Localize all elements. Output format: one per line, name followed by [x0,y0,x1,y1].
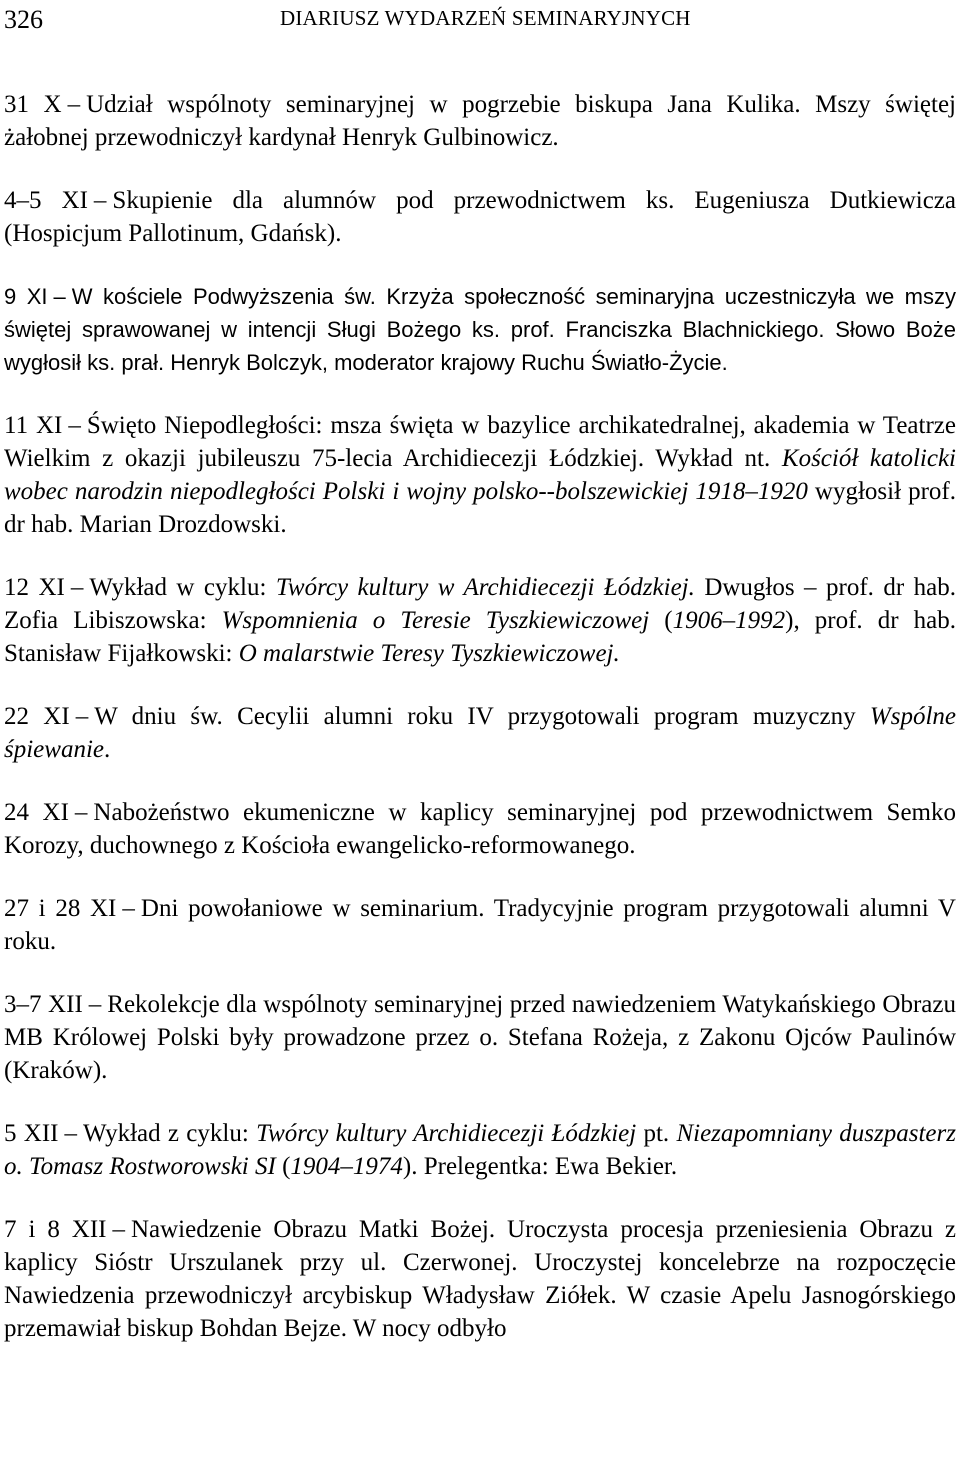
entry-text: Wykład w cyklu: [89,574,276,601]
entry-title-italic: Twórcy kultury Archidiecezji Łódzkiej [256,1120,637,1147]
entry-date: 24 XI [4,799,69,826]
diary-entry [4,892,956,958]
entry-text: W kościele Podwyższenia św. Krzyża społeczność seminaryjna uczestniczyła we mszy świętej sprawowanej w intencji Sługi Bożego ks. prof. Franciszka Blachnickiego. Słowo Boże wygłosił ks. prał. Henryk Bolczyk, moderator krajowy Ruchu Światło-Życie. [4,284,956,375]
entry-title-italic: Twórcy kultury w Archidiecezji Łódzkiej. [275,574,695,601]
entry-date: 11 XI [4,412,63,439]
entry-text: Nawiedzenie Obrazu Matki Bożej. Uroczysta procesja przeniesienia Obrazu z kaplicy Sióstr Urszulanek przy ul. Czerwonej. Uroczystej koncelebrze na rozpoczęcie Nawiedzenia przewodniczył arcybiskup Władysław Ziółek. W czasie Apelu Jasnogórskiego przemawiał biskup Bohdan Bejze. W nocy odbyło [4,1216,956,1342]
entry-dash: – [93,187,107,214]
entry-text: ), prof. dr hab. Stanisław Fijałkowski: [4,607,957,667]
diary-entry [4,409,956,541]
entry-title-italic: 1906–1992 [672,607,786,634]
entry-dash: – [112,1216,125,1243]
entry-date: 7 i 8 XII [4,1216,107,1243]
entry-text: Dwugłos – prof. dr hab. Zofia Libiszowska: [4,574,956,634]
entry-text: Udział wspólnoty seminaryjnej w pogrzebie biskupa Jana Kulika. Mszy świętej żałobnej przewodniczył kardynał Henryk Gulbinowicz. [4,91,956,151]
entry-date: 31 X [4,91,62,118]
entry-dash: – [64,1120,77,1147]
entry-text: wygłosił prof. dr hab. Marian Drozdowski. [4,478,956,538]
running-head [4,2,956,42]
diary-entry [4,988,956,1087]
entry-title-italic: O malarstwie Teresy Tyszkiewiczowej. [238,640,620,667]
page-number: 326 [4,5,43,34]
entry-date: 9 XI [4,284,48,309]
entry-dash: – [75,703,89,730]
diary-entries [4,88,956,1375]
entry-text: Nabożeństwo ekumeniczne w kaplicy seminaryjnej pod przewodnictwem Semko Korozy, duchownego z Kościoła ewangelicko-reformowanego. [4,799,956,859]
diary-entry [4,1117,956,1183]
diary-entry [4,184,956,250]
entry-text: Wykład z cyklu: [83,1120,257,1147]
entry-text: Skupienie dla alumnów pod przewodnictwem ks. Eugeniusza Dutkiewicza (Hospicjum Pallotinum, Gdańsk). [4,187,956,247]
entry-text: Rekolekcje dla wspólnoty seminaryjnej przed nawiedzeniem Watykańskiego Obrazu MB Królowej Polski były prowadzone przez o. Stefana Rożeja, z Zakonu Ojców Paulinów (Kraków). [4,991,956,1084]
entry-date: 3–7 XII [4,991,83,1018]
entry-title-italic: Wspólne śpiewanie [4,703,956,763]
entry-dash: – [68,412,81,439]
entry-text: . [104,736,111,763]
entry-title-italic: Wspomnienia o Teresie Tyszkiewiczowej [221,607,650,634]
entry-dash: – [74,799,88,826]
entry-date: 12 XI [4,574,65,601]
entry-dash: – [88,991,102,1018]
entry-dash: – [67,91,81,118]
entry-title-italic: 1904–1974 [290,1153,403,1180]
diary-entry [4,1213,956,1345]
entry-text: Dni powołaniowe w seminarium. Tradycyjnie program przygotowali alumni V roku. [4,895,956,955]
diary-entry [4,700,956,766]
diary-entry [4,280,956,379]
entry-date: 5 XII [4,1120,59,1147]
diary-entry [4,571,956,670]
entry-date: 27 i 28 XI [4,895,117,922]
entry-date: 4–5 XI [4,187,88,214]
entry-dash: – [70,574,84,601]
entry-text: ( [649,607,673,634]
diary-entry [4,88,956,154]
entry-date: 22 XI [4,703,70,730]
diary-entry [4,796,956,862]
entry-text: Święto Niepodległości: msza święta w bazylice archikatedralnej, akademia w Teatrze Wielkim z okazji jubileuszu 75-lecia Archidiecezji Łódzkiej. Wykład nt. [4,412,956,472]
entry-text: ). Prelegentka: Ewa Bekier. [402,1153,678,1180]
entry-text: W dniu św. Cecylii alumni roku IV przygotowali program muzyczny [94,703,870,730]
entry-text: pt. [636,1120,677,1147]
entry-text: ( [275,1153,291,1180]
entry-dash: – [122,895,135,922]
running-title: DIARIUSZ WYDARZEŃ SEMINARYJNYCH [280,6,691,30]
entry-dash: – [53,284,66,309]
entry-title-italic: Niezapomniany duszpasterz o. Tomasz Rostworowski SI [4,1120,956,1180]
entry-title-italic: Kościół katolicki wobec narodzin niepodległości Polski i wojny polsko--bolszewickiej 1918–1920 [4,445,957,505]
